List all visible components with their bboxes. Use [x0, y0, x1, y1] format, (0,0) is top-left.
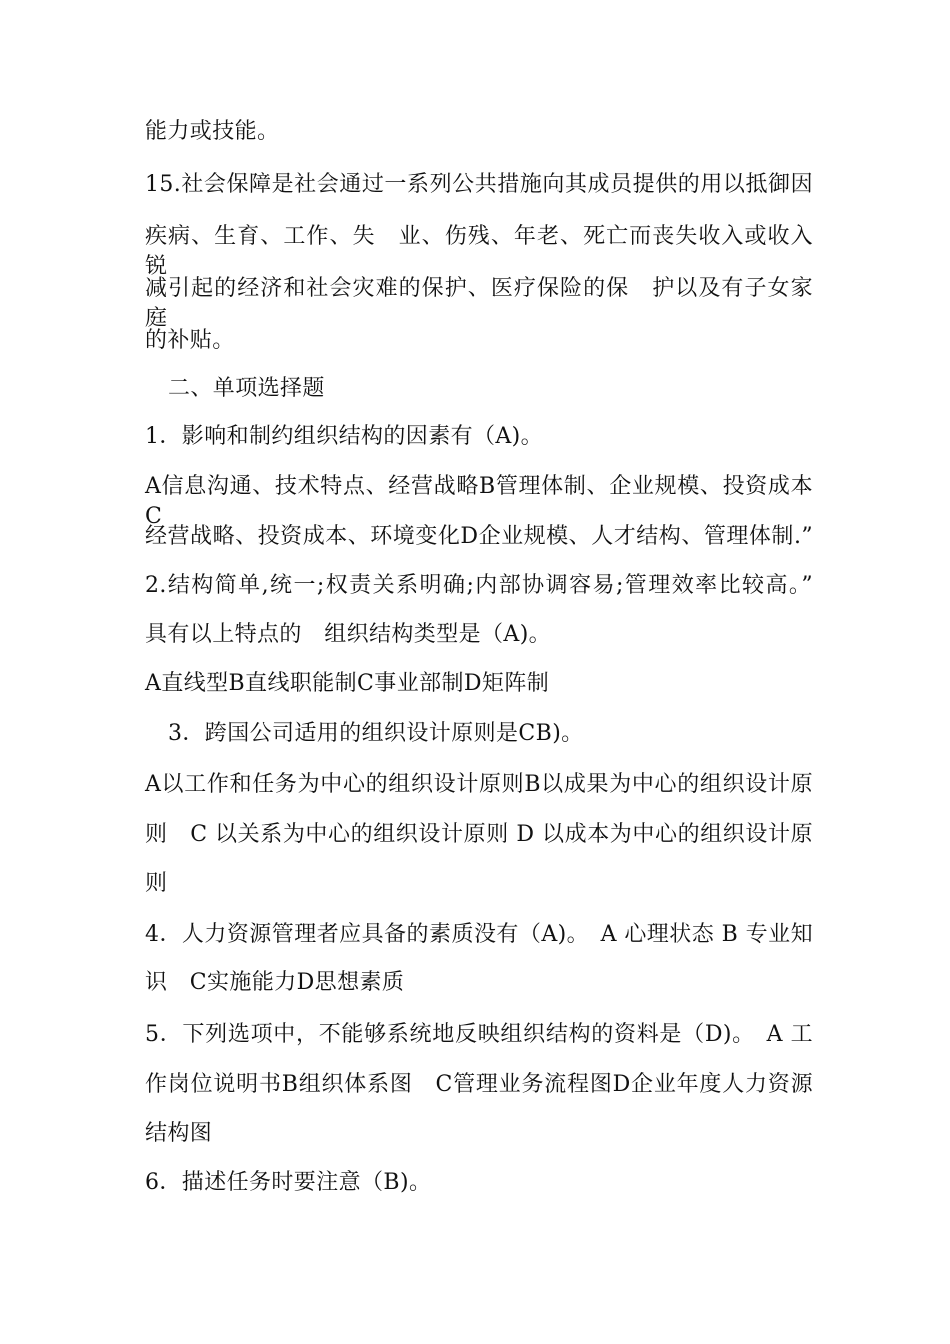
question-2: 2.结构简单,统一;权责关系明确;内部协调容易;管理效率比较高。”: [145, 573, 813, 598]
question-2-options: A直线型B直线职能制C事业部制D矩阵制: [145, 671, 550, 696]
question-4-options: 识 C实施能力D思想素质: [145, 970, 405, 995]
question-1-options: A信息沟通、技术特点、经营战略B管理体制、企业规模、投资成本 C: [145, 474, 836, 529]
section-heading: 二、单项选择题: [168, 376, 325, 401]
question-5-options: 结构图: [145, 1121, 213, 1146]
question-5: 5．下列选项中，不能够系统地反映组织结构的资料是（D)。 A 工: [145, 1022, 813, 1047]
question-2: 具有以上特点的 组织结构类型是（A)。: [145, 622, 552, 647]
text-line: 疾病、生育、工作、失 业、伤残、年老、死亡而丧失收入或收入锐: [145, 224, 813, 279]
question-3: 3．跨国公司适用的组织设计原则是CB)。: [168, 721, 584, 746]
question-6: 6．描述任务时要注意（B)。: [145, 1170, 432, 1195]
text-line: 的补贴。: [145, 328, 235, 353]
question-3-options: 则: [145, 871, 168, 896]
question-5-options: 作岗位说明书B组织体系图 C管理业务流程图D企业年度人力资源: [145, 1072, 813, 1097]
question-4: 4．人力资源管理者应具备的素质没有（A)。 A 心理状态 B 专业知: [145, 922, 813, 947]
question-3-options: 则 C 以关系为中心的组织设计原则 D 以成本为中心的组织设计原: [145, 822, 813, 847]
question-1: 1．影响和制约组织结构的因素有（A)。: [145, 424, 544, 449]
question-3-options: A以工作和任务为中心的组织设计原则B以成果为中心的组织设计原: [145, 772, 813, 797]
text-line: 能力或技能。: [145, 119, 280, 144]
text-line: 减引起的经济和社会灾难的保护、医疗保险的保 护以及有子女家庭: [145, 276, 813, 331]
text-line: 15.社会保障是社会通过一系列公共措施向其成员提供的用以抵御因: [145, 172, 813, 197]
question-1-options: 经营战略、投资成本、环境变化D企业规模、人才结构、管理体制.”: [145, 524, 813, 549]
